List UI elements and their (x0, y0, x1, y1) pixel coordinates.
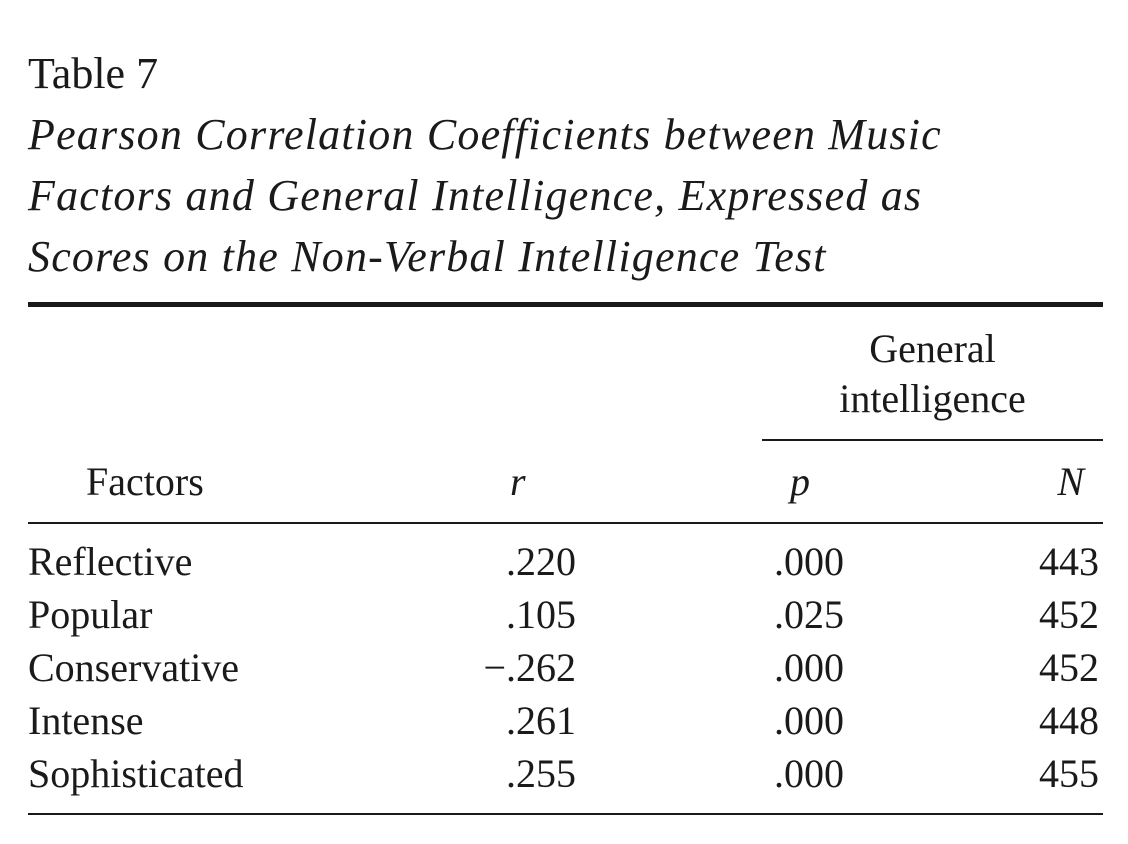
column-header-factors: Factors (86, 459, 204, 504)
n-cell: 455 (1039, 751, 1099, 796)
group-header-line: intelligence (839, 376, 1026, 421)
r-cell: .255 (506, 751, 576, 796)
factor-cell: Sophisticated (28, 751, 244, 796)
column-header-p: p (790, 459, 810, 504)
p-cell: .000 (774, 645, 844, 690)
group-header-line: General (869, 326, 996, 371)
table-row (28, 641, 1103, 694)
table-title-line: Factors and General Intelligence, Expressed as (28, 171, 923, 220)
factor-cell: Intense (28, 698, 144, 743)
r-cell: .220 (506, 539, 576, 584)
n-cell: 443 (1039, 539, 1099, 584)
r-cell: .261 (506, 698, 576, 743)
table-row (28, 535, 1103, 588)
n-cell: 452 (1039, 592, 1099, 637)
factor-cell: Reflective (28, 539, 193, 584)
factor-cell: Popular (28, 592, 153, 637)
table-body (28, 535, 1103, 800)
column-header-n: N (1057, 459, 1084, 504)
table-caption (28, 48, 1108, 287)
column-header-r: r (510, 459, 526, 504)
n-cell: 452 (1039, 645, 1099, 690)
factor-cell: Conservative (28, 645, 240, 690)
table-row (28, 694, 1103, 747)
p-cell: .025 (774, 592, 844, 637)
table-title-line: Scores on the Non-Verbal Intelligence Test (28, 232, 827, 281)
table-row (28, 747, 1103, 800)
p-cell: .000 (774, 751, 844, 796)
p-cell: .000 (774, 539, 844, 584)
r-cell: .105 (506, 592, 576, 637)
p-cell: .000 (774, 698, 844, 743)
table-title-line: Pearson Correlation Coefficients between Music (28, 110, 942, 159)
table-bottom-rule (28, 813, 1103, 815)
r-cell: −.262 (483, 645, 576, 690)
n-cell: 448 (1039, 698, 1099, 743)
table-label: Table 7 (28, 49, 159, 98)
table-row (28, 588, 1103, 641)
group-header-general-intelligence (762, 324, 1103, 424)
header-divider-rule (28, 522, 1103, 524)
table-top-rule (28, 302, 1103, 307)
table-title (28, 104, 1108, 287)
group-header-rule (762, 439, 1103, 441)
